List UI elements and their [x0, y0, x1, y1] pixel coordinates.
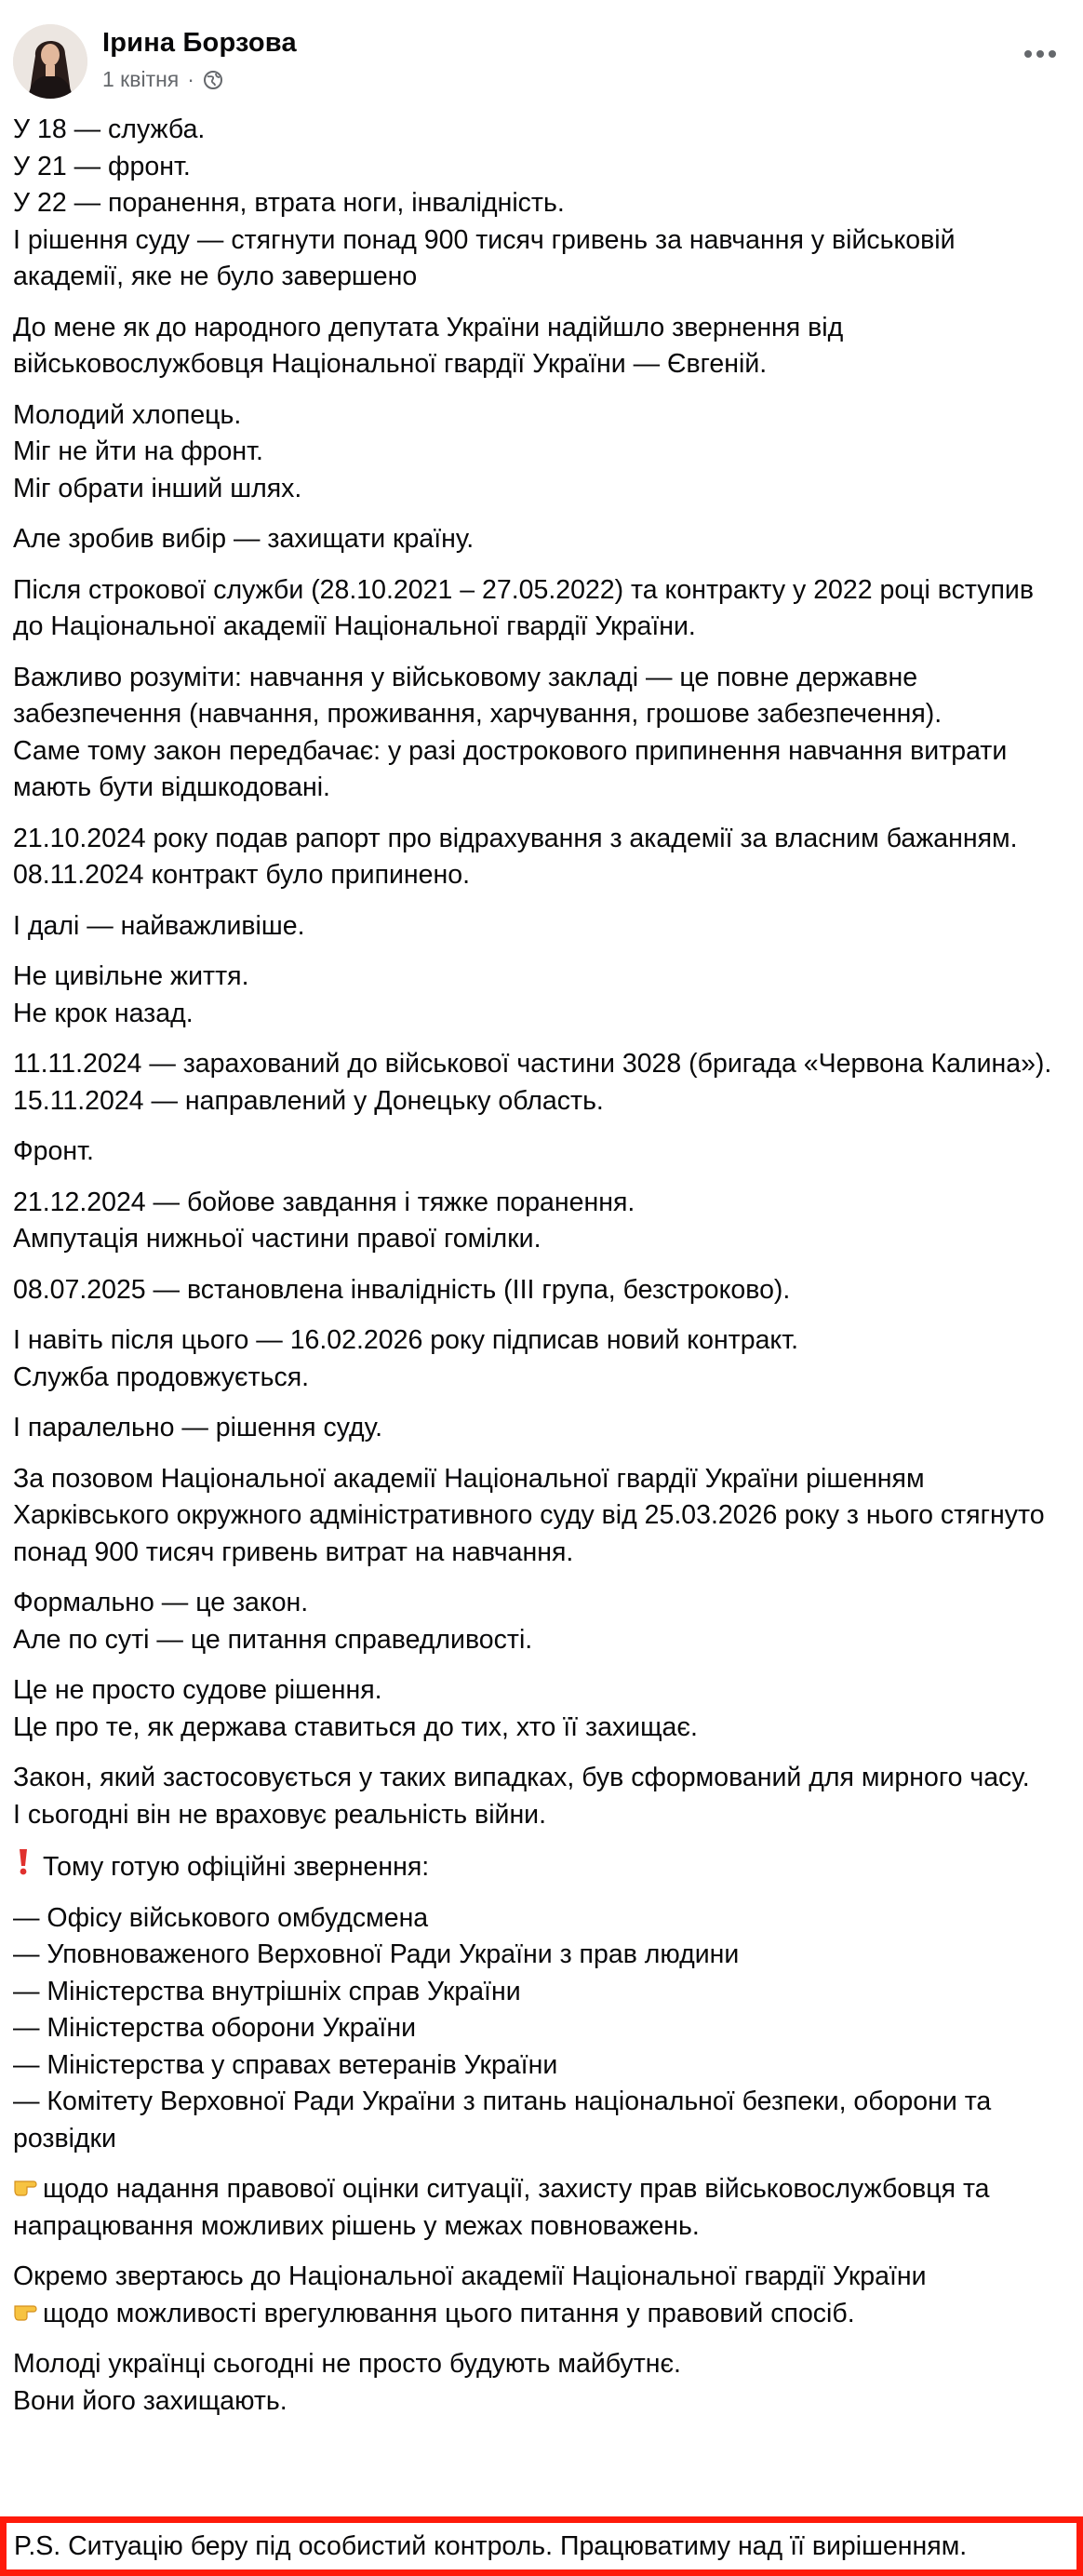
purpose-text: щодо надання правової оцінки ситуації, захисту прав військовослужбовця та напрацювання можливих рішень у межах повноважень. [13, 2174, 990, 2241]
post-header [13, 24, 1070, 99]
post-paragraph: І навіть після цього — 16.02.2026 року підписав новий контракт. Служба продовжується. [13, 1325, 799, 1392]
post-paragraph: 21.10.2024 року подав рапорт про відрахування з академії за власним бажанням. 08.11.2024 контракт було припинено. [13, 823, 1018, 890]
post-paragraph: Фронт. [13, 1136, 94, 1166]
more-options-icon[interactable] [1018, 37, 1063, 71]
ps-text: P.S. Ситуацію беру під особистий контроль. Працюватиму над її вирішенням. [14, 2531, 968, 2561]
academy-appeal-text: Окремо звертаюсь до Національної академії Національної гвардії України [13, 2261, 927, 2291]
author-avatar[interactable] [13, 24, 87, 99]
post-paragraph: І далі — найважливіше. [13, 910, 305, 941]
post-paragraph: І паралельно — рішення суду. [13, 1413, 382, 1442]
pointing-hand-icon [13, 2296, 43, 2333]
appeal-intro [13, 1847, 1070, 1886]
post-paragraph: Формально — це закон. Але по суті — це питання справедливості. [13, 1588, 533, 1655]
meta-separator: · [187, 67, 194, 91]
ps-highlight [0, 2516, 1083, 2576]
post-paragraph: Важливо розуміти: навчання у військовому закладі — це повне державне забезпечення (навчання, проживання, харчування, грошове забезпечення). Саме тому закон передбачає: у разі дострокового припинення навчання витрати мають бути відшкодовані. [13, 662, 1008, 802]
recipients-list: — Офісу військового омбудсмена — Уповноваженого Верховної Ради України з прав людини — Міністерства внутрішніх справ України — Міністерства оборони України — Міністерства у справах ветеранів України — Комітету Верховної Ради України з питань національної безпеки, оборони та розвідки [13, 1902, 992, 2153]
academy-purpose-text: щодо можливості врегулювання цього питання у правовий спосіб. [43, 2298, 855, 2328]
author-name[interactable]: Ірина Борзова [102, 28, 297, 58]
purpose-paragraph [13, 2171, 1070, 2245]
author-avatar-image [13, 24, 87, 99]
post-paragraph: 21.12.2024 — бойове завдання і тяжке поранення. Ампутація нижньої частини правої гомілки. [13, 1187, 635, 1254]
appeal-intro-text: Тому готую офіційні звернення: [43, 1852, 430, 1882]
academy-paragraph [13, 2259, 1070, 2332]
post-paragraph: Закон, який застосовується у таких випадках, був сформований для мирного часу. І сьогодні він не враховує реальність війни. [13, 1763, 1030, 1830]
post-paragraph: У 18 — служба. У 21 — фронт. У 22 — поранення, втрата ноги, інвалідність. І рішення суду — стягнути понад 900 тисяч гривень за навчання у військовій академії, яке не було завершено [13, 114, 956, 291]
post-date[interactable]: 1 квітня [102, 67, 180, 91]
post-meta [102, 67, 223, 92]
post-paragraph: За позовом Національної академії Національної гвардії України рішенням Харківського окружного адміністративного суду від 25.03.2026 року з нього стягнуто понад 900 тисяч гривень витрат на навчання. [13, 1463, 1045, 1567]
post-paragraph: 08.07.2025 — встановлена інвалідність (ІІІ група, безстроково). [13, 1274, 791, 1305]
globe-icon[interactable] [203, 70, 223, 90]
closing-paragraph: Молоді українці сьогодні не просто будують майбутнє. Вони його захищають. [13, 2349, 681, 2416]
post-paragraph: Це не просто судове рішення. Це про те, як держава ставиться до тих, хто її захищає. [13, 1675, 698, 1742]
post-paragraph: Але зробив вибір — захищати країну. [13, 524, 475, 554]
post-paragraph: 11.11.2024 — зарахований до військової частини 3028 (бригада «Червона Калина»). 15.11.2024 — направлений у Донецьку область. [13, 1049, 1052, 1116]
exclamation-icon [13, 1847, 43, 1886]
pointing-hand-icon [13, 2171, 43, 2208]
post-paragraph: Після строкової служби (28.10.2021 – 27.05.2022) та контракту у 2022 році вступив до Національної академії Національної гвардії України. [13, 574, 1034, 641]
post-body [13, 112, 1070, 2434]
post-paragraph: До мене як до народного депутата України надійшло звернення від військовослужбовця Національної гвардії України — Євгеній. [13, 312, 844, 379]
post-paragraph: Молодий хлопець. Міг не йти на фронт. Міг обрати інший шлях. [13, 399, 302, 503]
post-paragraph: Не цивільне життя. Не крок назад. [13, 961, 249, 1028]
